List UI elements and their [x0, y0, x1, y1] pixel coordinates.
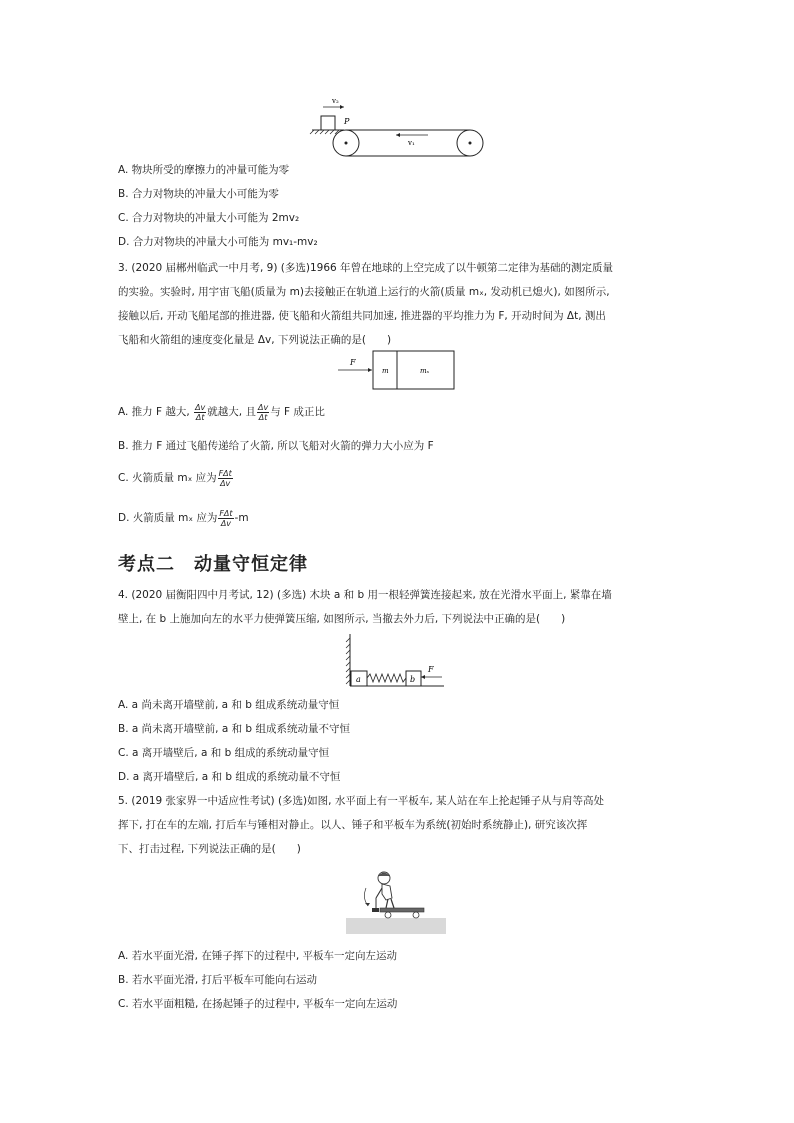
spring	[367, 674, 406, 682]
block-b-label: b	[410, 675, 416, 684]
fraction-fdt-dv-2: $\frac{\text{FΔt}}{\Delta v}$	[219, 508, 233, 528]
q2-option-c: C. 合力对物块的冲量大小可能为 2mv₂	[118, 212, 300, 224]
q4-stem-line2: 壁上, 在 b 上施加向左的水平力使弹簧压缩, 如图所示, 当撤去外力后, 下列说法中正确的是( )	[118, 613, 566, 625]
cart-wheel	[385, 912, 391, 918]
q5-stem-line1: 5. (2019 张家界一中适应性考试) (多选)如图, 水平面上有一平板车, 某人站在车上抡起锤子从与肩等高处	[118, 795, 604, 807]
q3-option-b: B. 推力 F 通过飞船传递给了火箭, 所以飞船对火箭的弹力大小应为 F	[118, 440, 434, 452]
fraction-fdt-dv: $\frac{\text{FΔt}}{\Delta v}$	[218, 468, 232, 488]
q3-stem-line3: 接触以后, 开动飞船尾部的推进器, 使飞船和火箭组共同加速, 推进器的平均推力为 F, 开动时间为 Δt, 测出	[118, 310, 606, 322]
q5-option-b: B. 若水平面光滑, 打后平板车可能向右运动	[118, 974, 318, 986]
ground	[346, 918, 446, 934]
cart-deck	[380, 908, 424, 912]
v1-label: v₁	[408, 139, 415, 147]
q3-option-d: D. 火箭质量 mₓ 应为 $\frac{\text{FΔt}}{\Delta v}$ -m	[118, 508, 249, 528]
force-label: F	[350, 358, 356, 367]
q3-option-c: C. 火箭质量 mₓ 应为 $\frac{\text{FΔt}}{\Delta v}$	[118, 468, 232, 488]
section-heading: 考点二 动量守恒定律	[118, 554, 308, 575]
block-a-label: a	[356, 675, 361, 684]
q4-option-c: C. a 离开墙壁后, a 和 b 组成的系统动量守恒	[118, 747, 330, 759]
block	[321, 116, 335, 130]
fraction-dv-dt: $\frac{\Delta v}{\Delta t}$	[195, 402, 206, 422]
q4-option-b: B. a 尚未离开墙壁前, a 和 b 组成系统动量不守恒	[118, 723, 350, 735]
q5-stem-line3: 下、打击过程, 下列说法正确的是( )	[118, 843, 301, 855]
q4-option-d: D. a 离开墙壁后, a 和 b 组成的系统动量不守恒	[118, 771, 341, 783]
q3-stem-line2: 的实验。实验时, 用宇宙飞船(质量为 m)去接触正在轨道上运行的火箭(质量 mₓ, 发动机已熄火), 如图所示,	[118, 286, 610, 298]
p-label: P	[344, 117, 350, 126]
q2-option-b: B. 合力对物块的冲量大小可能为零	[118, 188, 279, 200]
q2-option-d: D. 合力对物块的冲量大小可能为 mv₁-mv₂	[118, 236, 318, 248]
q4-option-a: A. a 尚未离开墙壁前, a 和 b 组成系统动量守恒	[118, 699, 340, 711]
person-body	[382, 884, 392, 900]
cart-wheel	[413, 912, 419, 918]
force-f-label: F	[428, 665, 434, 674]
conveyor-belt-figure	[308, 94, 488, 160]
q5-option-c: C. 若水平面粗糙, 在扬起锤子的过程中, 平板车一定向左运动	[118, 998, 398, 1010]
hammer-head	[372, 908, 379, 912]
spring-blocks-figure	[344, 632, 448, 690]
v2-label: v₂	[332, 97, 339, 105]
spacecraft-rocket-figure	[334, 350, 458, 392]
q5-stem-line2: 挥下, 打在车的左端, 打后车与锤相对静止。以人、锤子和平板车为系统(初始时系统静止), 研究该次挥	[118, 819, 588, 831]
q3-option-a: A. 推力 F 越大, $\frac{\Delta v}{\Delta t}$ 就越大, 且 $\frac{\Delta v}{\Delta t}$ 与 F 成正比	[118, 402, 325, 422]
q5-option-a: A. 若水平面光滑, 在锤子挥下的过程中, 平板车一定向左运动	[118, 950, 398, 962]
q4-stem-line1: 4. (2020 届衡阳四中月考试, 12) (多选) 木块 a 和 b 用一根轻弹簧连接起来, 放在光滑水平面上, 紧靠在墙	[118, 589, 612, 601]
person-cart-figure	[346, 868, 448, 936]
fraction-dv-dt-2: $\frac{\Delta v}{\Delta t}$	[257, 402, 269, 422]
q3-stem-line1: 3. (2020 届郴州临武一中月考, 9) (多选)1966 年曾在地球的上空完成了以牛顿第二定律为基础的测定质量	[118, 262, 614, 274]
q3-stem-line4: 飞船和火箭组的速度变化量是 Δv, 下列说法正确的是( )	[118, 334, 392, 346]
q2-option-a: A. 物块所受的摩擦力的冲量可能为零	[118, 164, 290, 176]
mass-m-label: m	[382, 367, 389, 375]
mass-mx-label: mₓ	[420, 367, 430, 375]
